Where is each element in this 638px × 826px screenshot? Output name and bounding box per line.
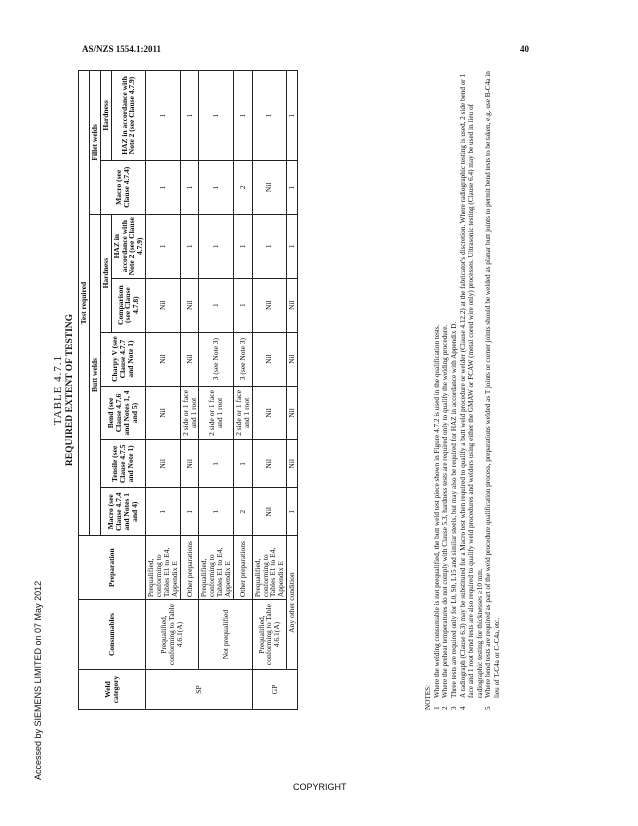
comparison-cell: Nil bbox=[146, 278, 181, 332]
haz-cell: 1 bbox=[180, 214, 199, 278]
col-fillet-hardness: Hardness bbox=[100, 71, 111, 161]
col-bend: Bend (see Clause 4.7.6 and Notes 1, 4 and 5) bbox=[100, 386, 145, 440]
note-item bbox=[441, 70, 450, 710]
col-fillet-macro: Macro (see Clause 4.7.4) bbox=[100, 160, 145, 214]
bend-cell: 2 side or 1 face and 1 root bbox=[199, 386, 234, 440]
category-cell: SP bbox=[146, 670, 253, 710]
copyright-footer: COPYRIGHT bbox=[293, 782, 347, 792]
col-haz-fillet: HAZ in accordance with Note 2 (see Clause 4.7.9) bbox=[111, 71, 146, 161]
note-number: 1 bbox=[432, 706, 441, 710]
preparation-cell: Other preparations bbox=[180, 536, 199, 600]
charpy-cell: 3 (see Note 3) bbox=[233, 332, 252, 386]
fillet-haz-cell: 1 bbox=[146, 71, 181, 161]
note-text: Where the welding consumable is not prequalified, the butt weld test piece shown in Figure 4.7.2 is used in the qualification tests. bbox=[432, 324, 441, 698]
col-macro: Macro (see Clause 4.7.4 and Notes 1 and 4) bbox=[100, 488, 145, 536]
consumables-cell: Prequalified, conforming to Table 4.6.1(A) bbox=[252, 600, 287, 670]
consumables-cell: Prequalified, conforming to Table 4.6.1(A) bbox=[146, 600, 199, 670]
col-weld-category: Weld category bbox=[79, 670, 146, 710]
charpy-cell: Nil bbox=[287, 332, 298, 386]
preparation-cell: Prequalified, conforming to Tables E1 to E4, Appendix E bbox=[146, 536, 181, 600]
rotated-table-block bbox=[52, 70, 532, 710]
table-number: TABLE 4.7.1 bbox=[52, 354, 64, 426]
tensile-cell: 1 bbox=[199, 440, 234, 488]
note-number: 2 bbox=[441, 706, 450, 710]
page-number: 40 bbox=[520, 44, 529, 54]
macro-cell: 2 bbox=[233, 488, 252, 536]
table-notes bbox=[424, 70, 502, 710]
bend-cell: 2 side or 1 face and 1 root bbox=[180, 386, 199, 440]
note-text: Three tests are required only for L0, S0, L15 and similar steels, but may also be required for HAZ in accordance with Appendix D. bbox=[449, 321, 458, 698]
bend-cell: 2 side or 1 face and 1 root bbox=[233, 386, 252, 440]
comparison-cell: Nil bbox=[287, 278, 298, 332]
comparison-cell: Nil bbox=[252, 278, 287, 332]
fillet-haz-cell: 1 bbox=[199, 71, 234, 161]
col-hardness: Hardness bbox=[100, 214, 111, 332]
note-number: 4 bbox=[458, 706, 467, 710]
tensile-cell: Nil bbox=[252, 440, 287, 488]
fillet-macro-cell: 1 bbox=[199, 160, 234, 214]
access-watermark: Accessed by SIEMENS LIMITED on 07 May 2012 bbox=[33, 580, 43, 780]
haz-cell: 1 bbox=[199, 214, 234, 278]
table-row bbox=[252, 71, 287, 710]
comparison-cell: 1 bbox=[199, 278, 234, 332]
consumables-cell: Not prequalified bbox=[199, 600, 252, 670]
bend-cell: Nil bbox=[146, 386, 181, 440]
bend-cell: Nil bbox=[287, 386, 298, 440]
notes-heading: NOTES: bbox=[424, 684, 432, 710]
fillet-haz-cell: 1 bbox=[252, 71, 287, 161]
fillet-macro-cell: 2 bbox=[233, 160, 252, 214]
note-text: Where bend tests are required as part of the weld procedure qualification process, preparations welded as T joints or corner joints should be welded as planar butt joints to permit bend tests to be taken, e.g. use B-C4a in lieu of T-C4a or C-C4a, etc. bbox=[484, 71, 502, 698]
col-preparation: Preparation bbox=[79, 536, 146, 600]
note-text: Where the preheat temperatures do not comply with Clause 5.3, hardness tests are required only to qualify the welding procedure. bbox=[441, 324, 450, 698]
col-fillet-welds: Fillet welds bbox=[89, 71, 100, 215]
preparation-cell: Prequalified, conforming to Tables E1 to E4, Appendix E bbox=[199, 536, 234, 600]
col-consumables: Consumables bbox=[79, 600, 146, 670]
comparison-cell: 1 bbox=[233, 278, 252, 332]
macro-cell: Nil bbox=[252, 488, 287, 536]
standard-code: AS/NZS 1554.1:2011 bbox=[82, 44, 162, 54]
comparison-cell: Nil bbox=[180, 278, 199, 332]
table-row bbox=[146, 71, 181, 710]
tensile-cell: 1 bbox=[233, 440, 252, 488]
tensile-cell: Nil bbox=[180, 440, 199, 488]
preparation-cell: Prequalified, conforming to Tables E1 to E4, Appendix E bbox=[252, 536, 287, 600]
fillet-macro-cell: 1 bbox=[287, 160, 298, 214]
col-butt-welds: Butt welds bbox=[89, 214, 100, 535]
testing-table bbox=[78, 70, 298, 710]
preparation-cell: Other preparations bbox=[233, 536, 252, 600]
fillet-haz-cell: 1 bbox=[287, 71, 298, 161]
macro-cell: 1 bbox=[146, 488, 181, 536]
macro-cell: 1 bbox=[199, 488, 234, 536]
col-test-required: Test required bbox=[79, 71, 90, 536]
haz-cell: 1 bbox=[287, 214, 298, 278]
col-comparison: Comparison (see Clause 4.7.8) bbox=[111, 278, 146, 332]
table-title-block bbox=[52, 70, 75, 710]
haz-cell: 1 bbox=[252, 214, 287, 278]
note-number: 5 bbox=[484, 706, 493, 710]
table-title: REQUIRED EXTENT OF TESTING bbox=[65, 313, 75, 467]
consumables-cell: Any other condition bbox=[287, 536, 298, 670]
charpy-cell: Nil bbox=[252, 332, 287, 386]
note-text: A radiograph (Clause 6.3) may be substituted for a Macro test when required to qualify a butt weld procedure or welder (Clause 4.12.2) at the fabricator's discretion. Where radiographic testing is used, 2 side bend or 1 face and 1 root bend tests are also required to qualify weld procedures and welders using either the GMAW or FCAW (metal cored wire only) processes. Ultrasonic testing (Clause 6.4) may be used in lieu of radiographic testing for thicknesses ≥10 mm. bbox=[458, 73, 484, 698]
fillet-haz-cell: 1 bbox=[180, 71, 199, 161]
note-item bbox=[433, 70, 442, 710]
fillet-macro-cell: Nil bbox=[252, 160, 287, 214]
note-number: 3 bbox=[449, 706, 458, 710]
category-cell: GP bbox=[252, 670, 297, 710]
charpy-cell: Nil bbox=[180, 332, 199, 386]
bend-cell: Nil bbox=[252, 386, 287, 440]
charpy-cell: Nil bbox=[146, 332, 181, 386]
macro-cell: 1 bbox=[180, 488, 199, 536]
note-item bbox=[459, 70, 485, 710]
macro-cell: 1 bbox=[287, 488, 298, 536]
fillet-haz-cell: 1 bbox=[233, 71, 252, 161]
col-charpy: Charpy V (see Clause 4.7.7 and Note 1) bbox=[100, 332, 145, 386]
charpy-cell: 3 (see Note 3) bbox=[199, 332, 234, 386]
haz-cell: 1 bbox=[233, 214, 252, 278]
note-item bbox=[450, 70, 459, 710]
table-row bbox=[287, 71, 298, 710]
haz-cell: 1 bbox=[146, 214, 181, 278]
table-row bbox=[199, 71, 234, 710]
tensile-cell: Nil bbox=[287, 440, 298, 488]
fillet-macro-cell: 1 bbox=[146, 160, 181, 214]
col-haz-butt: HAZ in accordance with Note 2 (see Clause 4.7.9) bbox=[111, 214, 146, 278]
note-item bbox=[484, 70, 501, 710]
col-tensile: Tensile (see Clause 4.7.5 and Note 1) bbox=[100, 440, 145, 488]
fillet-macro-cell: 1 bbox=[180, 160, 199, 214]
tensile-cell: Nil bbox=[146, 440, 181, 488]
